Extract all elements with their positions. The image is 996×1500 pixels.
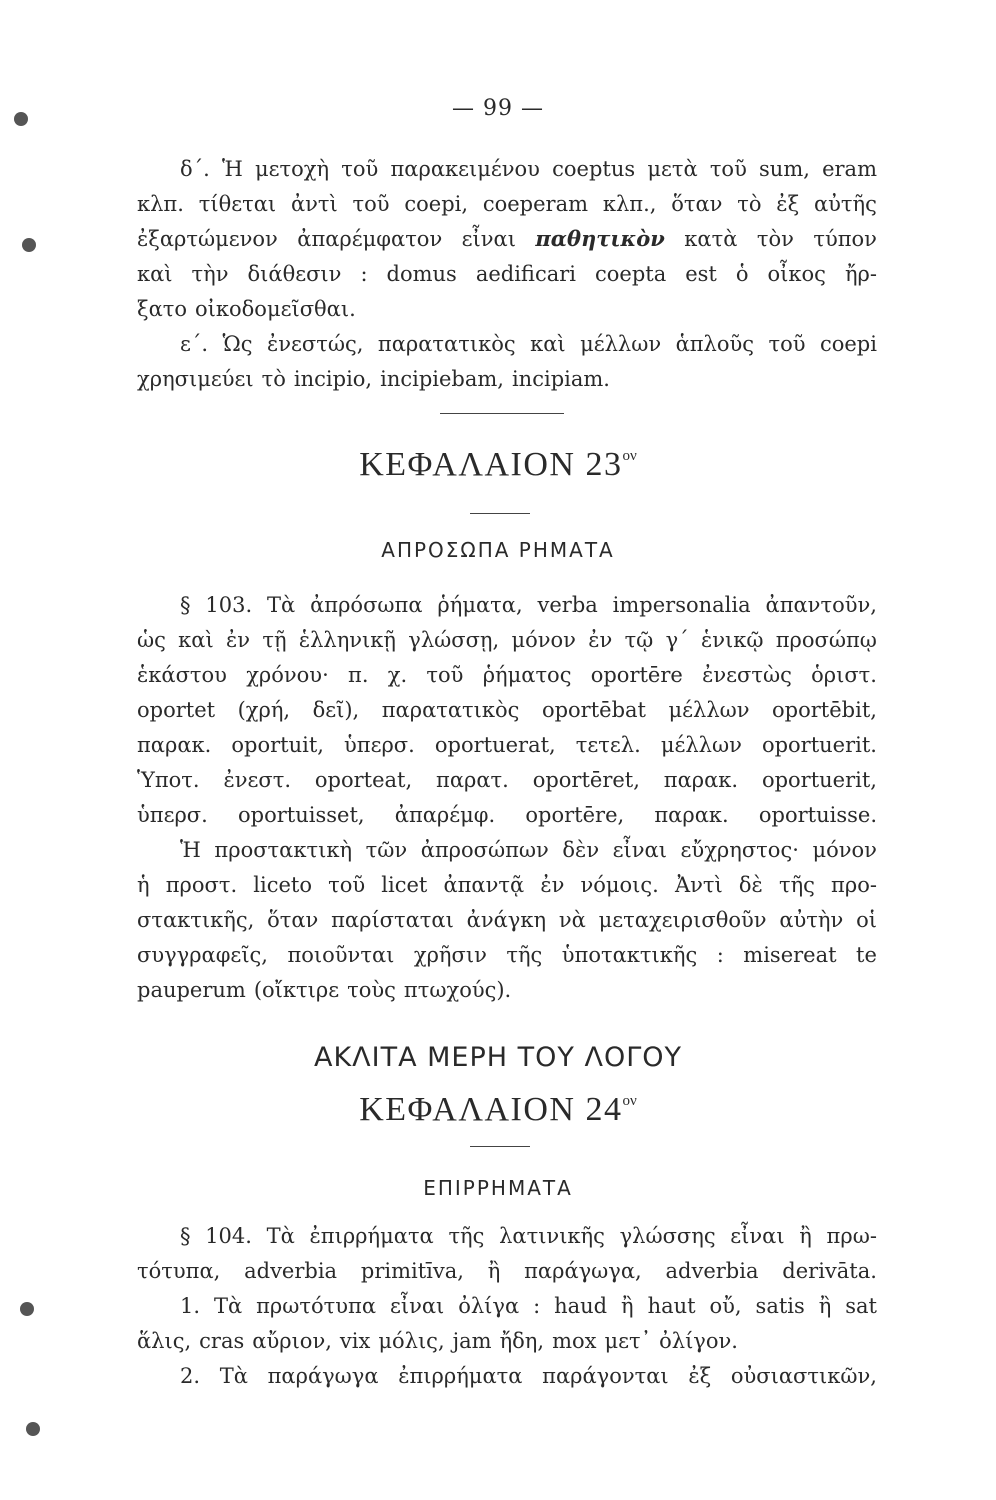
word: incipiam. (511, 367, 610, 391)
text-line (137, 869, 877, 901)
word: coeptus (552, 157, 636, 181)
word: ἐπιρρήματα (398, 1364, 523, 1388)
text-line (180, 153, 877, 185)
text-line (180, 834, 877, 866)
text-line (137, 363, 877, 395)
text-line (180, 1290, 877, 1322)
word: Ὑποτ. (137, 768, 200, 792)
word: γλώσσῃ, (408, 628, 500, 652)
word: 1. (180, 1294, 201, 1318)
word: μετ᾽ (604, 1329, 652, 1353)
word: παρατατικὸς (377, 332, 516, 356)
separator-rule (470, 513, 530, 514)
word: Ὡς (222, 332, 253, 356)
word: § (180, 1224, 191, 1248)
word: oportuisset, (238, 803, 365, 827)
part-title: ΑΚΛΙΤΑ ΜΕΡΗ ΤΟΥ ΛΟΓΟΥ (313, 1042, 682, 1073)
word: coeperam (482, 192, 589, 216)
word: προστ. (165, 873, 238, 897)
word: oportet (137, 698, 216, 722)
word: παράγωγα (267, 1364, 379, 1388)
word: oportuit, (231, 733, 324, 757)
chapter-suffix: ον (622, 448, 637, 464)
word: γλώσσης (619, 1224, 716, 1248)
word: τὸν (756, 227, 794, 251)
word: αὔριον, (252, 1329, 332, 1353)
word: ἐν (588, 628, 613, 652)
word: adverbia (244, 1259, 338, 1283)
word: mox (552, 1329, 597, 1353)
chapter-subtitle: ΕΠΙΡΡΗΜΑΤΑ (423, 1176, 573, 1200)
word: te (856, 943, 877, 967)
word: ἀπρόσωπα (310, 593, 423, 617)
word: primitīva, (360, 1259, 464, 1283)
word: ὀλίγα (458, 1294, 520, 1318)
chapter-suffix: ον (622, 1093, 637, 1109)
word: vix (339, 1329, 371, 1353)
word: προστακτικὴ (214, 838, 353, 862)
scan-mark (22, 238, 36, 252)
word: τύπον (813, 227, 877, 251)
chapter-title: ΚΕΦΑΛΑΙΟΝ 23 (359, 446, 623, 483)
text-line (137, 904, 877, 936)
word: ε΄. (180, 332, 209, 356)
word: Ἡ (222, 157, 243, 181)
text-line (137, 974, 877, 1006)
word: μόνον (511, 628, 576, 652)
text-line (137, 1255, 877, 1287)
text-line (137, 223, 877, 255)
word: τοῦ (426, 663, 464, 687)
word: incipio, (293, 367, 373, 391)
word: cras (199, 1329, 245, 1353)
word: ἢ (621, 1294, 634, 1318)
text-line (180, 1360, 877, 1392)
word: ἀπροσώπων (420, 838, 549, 862)
word: Τὰ (219, 1364, 248, 1388)
word: ἀνάγκη (466, 908, 547, 932)
word: εἶναι (612, 838, 667, 862)
word: ἐπιρρήματα (309, 1224, 434, 1248)
word: adverbia (665, 1259, 759, 1283)
word: oportēre (590, 663, 683, 687)
word: νὰ (558, 908, 586, 932)
word: oportēre, (525, 803, 625, 827)
word: 103. (205, 593, 253, 617)
word: γ΄ (665, 628, 689, 652)
word: χρόνου· (246, 663, 329, 687)
word: χρῆσιν (413, 943, 487, 967)
word: δὲ (738, 873, 763, 897)
word: ἑλληνικῇ (298, 628, 396, 652)
word: ὁ (735, 262, 749, 286)
word: παρακ. (137, 733, 212, 757)
word: προσώπῳ (775, 628, 877, 652)
word: μέλλων (660, 733, 742, 757)
text-line (180, 1220, 877, 1252)
word: ποιοῦνται (287, 943, 395, 967)
chapter-24-heading (0, 1091, 996, 1129)
separator-rule (440, 413, 564, 414)
word: εἶναι (461, 227, 516, 251)
word: τῆς (448, 1224, 485, 1248)
word: οὐσιαστικῶν, (730, 1364, 877, 1388)
word: ἑκάστου (137, 663, 227, 687)
word: καὶ (530, 332, 566, 356)
word: τοῦ (341, 157, 379, 181)
scan-mark (26, 1422, 40, 1436)
word: ξατο (137, 297, 188, 321)
word: haut (647, 1294, 696, 1318)
word: οὔ, (709, 1294, 742, 1318)
word: κλπ., (602, 192, 657, 216)
word: coepta (594, 262, 667, 286)
word: παρακειμένου (390, 157, 540, 181)
word: τῷ (624, 628, 654, 652)
word: 2. (180, 1364, 201, 1388)
text-line (137, 799, 877, 831)
word: Τὰ (213, 1294, 243, 1318)
word: τοῦ (352, 192, 390, 216)
word: μεταχειρισθοῦν (598, 908, 767, 932)
word: coepi (819, 332, 877, 356)
word: ὑπερσ. (137, 803, 208, 827)
word: eram (822, 157, 877, 181)
word: ὑπερσ. (344, 733, 415, 757)
word: verba (537, 593, 598, 617)
word: τὸ (737, 192, 762, 216)
text-line (180, 589, 877, 621)
word: liceto (253, 873, 312, 897)
text-line (137, 258, 877, 290)
word: ἀπαντοῦν, (765, 593, 877, 617)
word: Τὰ (266, 1224, 295, 1248)
word: oportēbit, (772, 698, 877, 722)
word: αὐτῆς (813, 192, 877, 216)
word: παρίσταται (331, 908, 454, 932)
word: Τὰ (267, 593, 296, 617)
word: ἢ (799, 1224, 812, 1248)
word: νόμοις. (580, 873, 659, 897)
word: : (533, 1294, 541, 1318)
word: ἤρ- (844, 262, 877, 286)
word: : (716, 943, 724, 967)
word: satis (755, 1294, 805, 1318)
word: ἅλις, (137, 1329, 192, 1353)
word: ἐν (540, 873, 565, 897)
text-line (137, 293, 877, 325)
word: pauperum (137, 978, 246, 1002)
word: ὑποτακτικῆς (561, 943, 698, 967)
word: (οἴκτιρε (253, 978, 340, 1002)
word: jam (452, 1329, 492, 1353)
word: ἤδη, (499, 1329, 545, 1353)
word: oportuerit. (761, 733, 877, 757)
word: τῶν (365, 838, 408, 862)
word: χ. (387, 663, 408, 687)
word: aedificari (475, 262, 576, 286)
word: πρω- (826, 1224, 877, 1248)
chapter-title: ΚΕΦΑΛΑΙΟΝ 24 (359, 1091, 623, 1128)
word: οἶκος (767, 262, 826, 286)
word: ἢ (487, 1259, 501, 1283)
word: ἐνεστώς, (267, 332, 364, 356)
word: ἐξ (776, 192, 800, 216)
text-line (137, 188, 877, 220)
word: μόνον (812, 838, 877, 862)
word: ἢ (818, 1294, 832, 1318)
word: ὡς (137, 628, 166, 652)
word: προ- (831, 873, 877, 897)
word: oporteat, (314, 768, 413, 792)
word: τότυπα, (137, 1259, 221, 1283)
word: τὸ (261, 367, 286, 391)
word: καὶ (178, 628, 214, 652)
word: λατινικῆς (499, 1224, 605, 1248)
word: sum, (759, 157, 810, 181)
word: οἱ (856, 908, 877, 932)
word: oportuerat, (434, 733, 556, 757)
word: est (685, 262, 717, 286)
word: haud (554, 1294, 608, 1318)
word: δὲν (562, 838, 600, 862)
word: τῇ (262, 628, 287, 652)
word: incipiebam, (380, 367, 504, 391)
word: μετοχὴ (255, 157, 330, 181)
word: εἶναι (389, 1294, 445, 1318)
word: Ἡ (180, 838, 201, 862)
word: μέλλων (668, 698, 750, 722)
chapter-23-heading (0, 446, 996, 484)
word: τῆς (506, 943, 543, 967)
word: τοῦ (709, 157, 747, 181)
word: οἰκοδομεῖσθαι. (195, 297, 356, 321)
word: παράγονται (542, 1364, 669, 1388)
word: ῥήματος (482, 663, 572, 687)
word: oportuerit, (761, 768, 877, 792)
word: ἡ (137, 873, 150, 897)
word: παρατατικὸς (381, 698, 520, 722)
word: oportēbat (541, 698, 646, 722)
word: ἐνεστ. (223, 768, 292, 792)
word: συγγραφεῖς, (137, 943, 268, 967)
word: παρακ. (663, 768, 739, 792)
word: ἐν (226, 628, 251, 652)
word: ἀπαρέμφατον (297, 227, 443, 251)
text-line (137, 764, 877, 796)
text-line (137, 659, 877, 691)
word: μέλλων (580, 332, 662, 356)
word: παρατ. (436, 768, 509, 792)
word: ὁριστ. (811, 663, 877, 687)
word: ἀντὶ (290, 192, 338, 216)
word: ἀπαντᾷ (443, 873, 525, 897)
word: τὴν (191, 262, 229, 286)
word: πρωτότυπα (256, 1294, 377, 1318)
word: ἐξαρτώμενον (137, 227, 278, 251)
word: καὶ (137, 262, 173, 286)
word: derivāta. (782, 1259, 877, 1283)
text-line (137, 939, 877, 971)
word: 104. (205, 1224, 252, 1248)
word: κλπ. (137, 192, 184, 216)
text-line (137, 624, 877, 656)
word: μόλις, (378, 1329, 445, 1353)
word: τίθεται (198, 192, 277, 216)
word: impersonalia (612, 593, 751, 617)
text-line (137, 1325, 877, 1357)
page-number: — 99 — (452, 96, 544, 121)
word: στακτικῆς, (137, 908, 255, 932)
word: παθητικὸν (535, 226, 665, 251)
word: κατὰ (684, 227, 738, 251)
word: oportuisse. (758, 803, 877, 827)
chapter-subtitle: ΑΠΡΟΣΩΠΑ ΡΗΜΑΤΑ (381, 538, 615, 562)
word: ὀλίγον. (659, 1329, 738, 1353)
word: πτωχούς). (403, 978, 512, 1002)
text-line (180, 328, 877, 360)
word: διάθεσιν (247, 262, 342, 286)
word: ἐξ (688, 1364, 712, 1388)
word: sat (845, 1294, 877, 1318)
word: τῆς (778, 873, 815, 897)
word: coepi, (404, 192, 469, 216)
word: ὅταν (671, 192, 723, 216)
word: ἑνικῷ (700, 628, 764, 652)
word: licet (381, 873, 428, 897)
word: τοῦ (768, 332, 806, 356)
word: ὅταν (267, 908, 319, 932)
word: τετελ. (575, 733, 641, 757)
word: § (180, 593, 191, 617)
word: π. (348, 663, 369, 687)
word: : (360, 262, 368, 286)
word: μετὰ (647, 157, 698, 181)
word: εὔχρηστος· (680, 838, 799, 862)
word: παράγωγα, (524, 1259, 642, 1283)
scan-mark (20, 1302, 34, 1316)
separator-rule (470, 1146, 530, 1147)
word: τοῦ (328, 873, 366, 897)
word: ῥήματα, (437, 593, 523, 617)
word: αὐτὴν (779, 908, 844, 932)
word: oportēret, (532, 768, 640, 792)
word: τοὺς (347, 978, 396, 1002)
word: misereat (743, 943, 837, 967)
word: (χρή, (237, 698, 291, 722)
word: εἶναι (730, 1224, 785, 1248)
word: Ἀντὶ (674, 873, 723, 897)
word: ἁπλοῦς (675, 332, 755, 356)
text-line (137, 694, 877, 726)
word: παρακ. (654, 803, 729, 827)
word: χρησιμεύει (137, 367, 254, 391)
word: ἐνεστὼς (702, 663, 792, 687)
word: ἀπαρέμφ. (394, 803, 496, 827)
word: domus (386, 262, 457, 286)
text-line (137, 729, 877, 761)
word: δεῖ), (312, 698, 360, 722)
word: δ΄. (180, 157, 210, 181)
